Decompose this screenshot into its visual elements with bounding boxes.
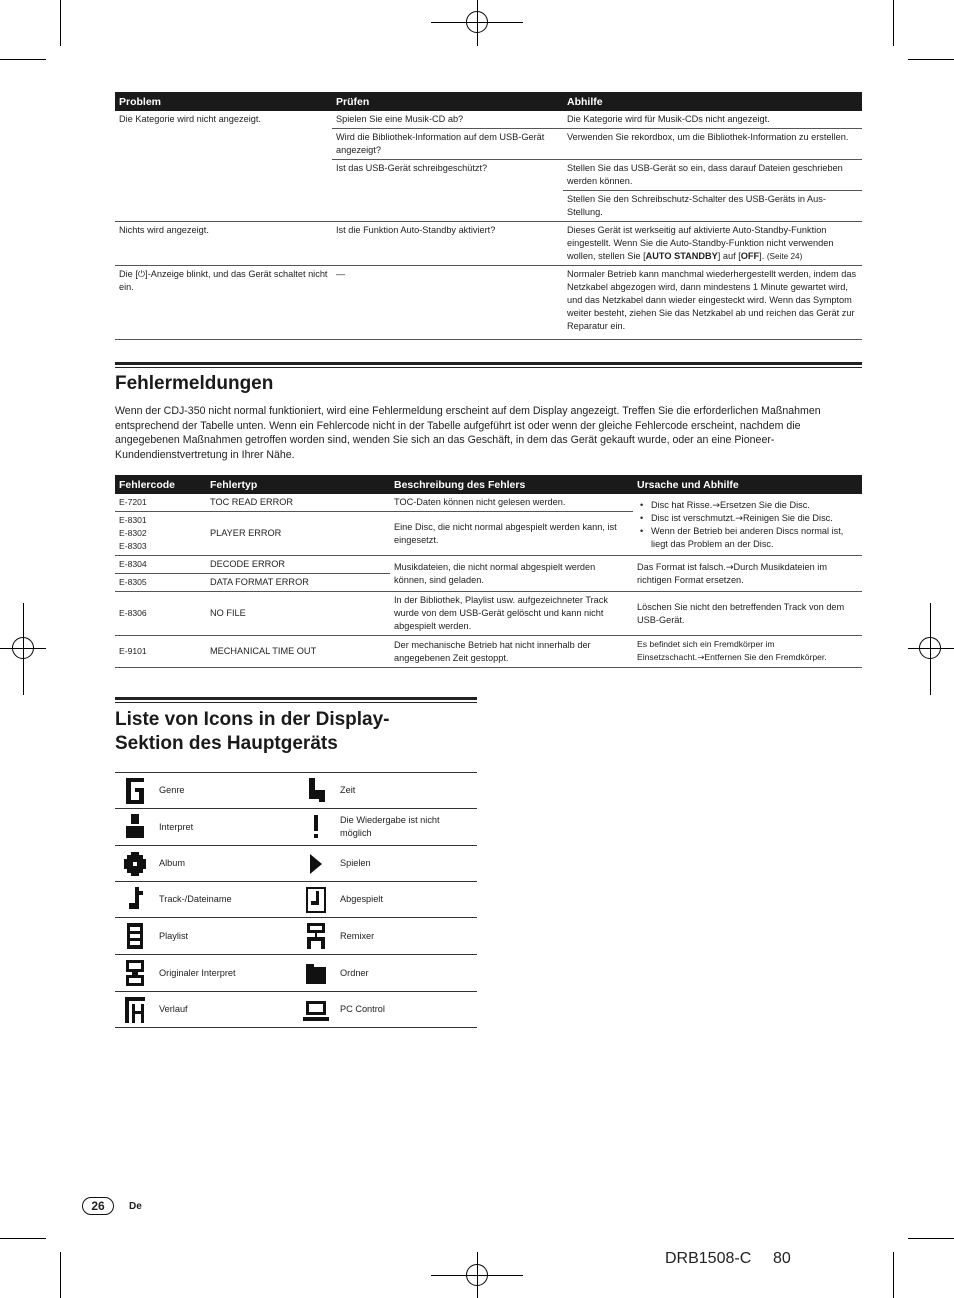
error-code: E-7201	[115, 494, 206, 512]
history-icon	[115, 992, 155, 1028]
error-cause: Löschen Sie nicht den betreffenden Track von dem USB-Gerät.	[633, 592, 862, 636]
language-label: De	[129, 1201, 142, 1212]
music-note-icon	[115, 882, 155, 918]
error-description: Der mechanische Betrieb hat nicht innerhalb der angegebenen Zeit gestoppt.	[390, 636, 633, 668]
error-cause	[633, 494, 862, 556]
error-type: TOC READ ERROR	[206, 494, 390, 512]
icon-list-table	[115, 772, 477, 1028]
section-rule	[115, 367, 862, 368]
error-cause: Es befindet sich ein Fremdkörper im Einsetzschacht.→Entfernen Sie den Fremdkörper.	[633, 636, 862, 668]
icon-label: Ordner	[336, 955, 477, 992]
error-code: E-8306	[115, 592, 206, 636]
sheet-number: 80	[773, 1250, 791, 1267]
troubleshooting-table	[115, 92, 862, 340]
remedy-cell: Verwenden Sie rekordbox, um die Bibliothek-Information zu erstellen.	[563, 129, 862, 160]
played-note-icon	[296, 882, 336, 918]
icon-label: Album	[155, 846, 296, 882]
section-rule	[115, 362, 862, 365]
error-table	[115, 475, 862, 668]
section-rule	[115, 697, 477, 700]
pc-control-icon	[296, 992, 336, 1028]
icon-label: PC Control	[336, 992, 477, 1028]
exclamation-icon	[296, 809, 336, 846]
check-cell: Ist die Funktion Auto-Standby aktiviert?	[332, 222, 563, 266]
icon-label: Spielen	[336, 846, 477, 882]
error-type: PLAYER ERROR	[206, 512, 390, 556]
remedy-cell: Stellen Sie den Schreibschutz-Schalter des USB-Geräts in Aus-Stellung.	[563, 191, 862, 222]
problem-cell: Die [⏻]-Anzeige blinkt, und das Gerät schaltet nicht ein.	[115, 266, 332, 340]
album-icon	[115, 846, 155, 882]
error-type: NO FILE	[206, 592, 390, 636]
problem-cell: Die Kategorie wird nicht angezeigt.	[115, 111, 332, 222]
error-type: DECODE ERROR	[206, 556, 390, 574]
page-number: 26	[82, 1197, 114, 1215]
error-type: DATA FORMAT ERROR	[206, 574, 390, 592]
error-type: MECHANICAL TIME OUT	[206, 636, 390, 668]
error-code: E-8301 E-8302 E-8303	[115, 512, 206, 556]
folder-icon	[296, 955, 336, 992]
doc-code: DRB1508-C	[665, 1250, 752, 1267]
error-code: E-9101	[115, 636, 206, 668]
error-description: Musikdateien, die nicht normal abgespielt werden können, sind geladen.	[390, 556, 633, 592]
error-description: In der Bibliothek, Playlist usw. aufgezeichneter Track wurde von dem USB-Gerät gelöscht und kann nicht abgespielt werden.	[390, 592, 633, 636]
icon-label: Die Wiedergabe ist nicht möglich	[336, 809, 477, 846]
error-description: TOC-Daten können nicht gelesen werden.	[390, 494, 633, 512]
check-cell: Wird die Bibliothek-Information auf dem USB-Gerät angezeigt?	[332, 129, 563, 160]
artist-icon	[115, 809, 155, 846]
icon-label: Zeit	[336, 773, 477, 809]
col-header-remedy: Abhilfe	[563, 92, 862, 111]
check-cell: Ist das USB-Gerät schreibgeschützt?	[332, 160, 563, 222]
playlist-icon	[115, 918, 155, 955]
section-rule	[115, 702, 477, 703]
original-artist-icon	[115, 955, 155, 992]
bullet-item: • Wenn der Betrieb bei anderen Discs normal ist, liegt das Problem an der Disc.	[637, 525, 858, 551]
error-code: E-8304	[115, 556, 206, 574]
check-cell: —	[332, 266, 563, 340]
col-header-problem: Problem	[115, 92, 332, 111]
remedy-cell: Stellen Sie das USB-Gerät so ein, dass darauf Dateien geschrieben werden können.	[563, 160, 862, 191]
col-header-cause: Ursache und Abhilfe	[633, 475, 862, 494]
remixer-icon	[296, 918, 336, 955]
clock-icon	[296, 773, 336, 809]
genre-icon	[115, 773, 155, 809]
play-icon	[296, 846, 336, 882]
remedy-cell: Die Kategorie wird für Musik-CDs nicht angezeigt.	[563, 111, 862, 129]
remedy-cell: Dieses Gerät ist werkseitig auf aktivierte Auto-Standby-Funktion eingestellt. Wenn Sie die Auto-Standby-Funktion nicht verwenden wollen, stellen Sie [AUTO STANDBY] auf [OFF]. (Seite 24)	[563, 222, 862, 266]
remedy-cell: Normaler Betrieb kann manchmal wiederhergestellt werden, indem das Netzkabel abgezogen wird, dann mindestens 1 Minute gewartet wird, und das Netzkabel dann wieder eingesteckt wird. Wenn das Symptom weiter besteht, ziehen Sie das Netzkabel ab und reichen das Gerät zur Reparatur ein.	[563, 266, 862, 340]
icon-label: Track-/Dateiname	[155, 882, 296, 918]
icon-label: Genre	[155, 773, 296, 809]
section-title-fehlermeldungen: Fehlermeldungen	[115, 373, 274, 394]
error-code: E-8305	[115, 574, 206, 592]
col-header-description: Beschreibung des Fehlers	[390, 475, 633, 494]
bullet-item: • Disc hat Risse.→Ersetzen Sie die Disc.	[637, 499, 858, 512]
icon-label: Verlauf	[155, 992, 296, 1028]
icon-label: Playlist	[155, 918, 296, 955]
error-cause: Das Format ist falsch.→Durch Musikdateien im richtigen Format ersetzen.	[633, 556, 862, 592]
icon-label: Originaler Interpret	[155, 955, 296, 992]
section-intro: Wenn der CDJ-350 nicht normal funktioniert, wird eine Fehlermeldung erscheint auf dem Display angezeigt. Treffen Sie die erforderlichen Maßnahmen entsprechend der Tabelle unten. Wenn ein Fehlercode nicht in der Tabelle aufgeführt ist oder wenn der gleiche Fehlercode erscheint, nachdem die angegebenen Maßnahmen getroffen worden sind, wenden Sie sich an das Geschäft, in dem das Gerät gekauft wurde, oder an eine Pioneer-Kundendienstvertretung in Ihrer Nähe.	[115, 405, 821, 461]
section-title-icons: Liste von Icons in der Display- Sektion des Hauptgeräts	[115, 709, 390, 754]
page-reference: (Seite 24)	[766, 252, 803, 261]
error-description: Eine Disc, die nicht normal abgespielt werden kann, ist eingesetzt.	[390, 512, 633, 556]
check-cell: Spielen Sie eine Musik-CD ab?	[332, 111, 563, 129]
col-header-check: Prüfen	[332, 92, 563, 111]
icon-label: Remixer	[336, 918, 477, 955]
icon-label: Interpret	[155, 809, 296, 846]
col-header-type: Fehlertyp	[206, 475, 390, 494]
icon-label: Abgespielt	[336, 882, 477, 918]
col-header-code: Fehlercode	[115, 475, 206, 494]
bullet-item: • Disc ist verschmutzt.→Reinigen Sie die Disc.	[637, 512, 858, 525]
problem-cell: Nichts wird angezeigt.	[115, 222, 332, 266]
